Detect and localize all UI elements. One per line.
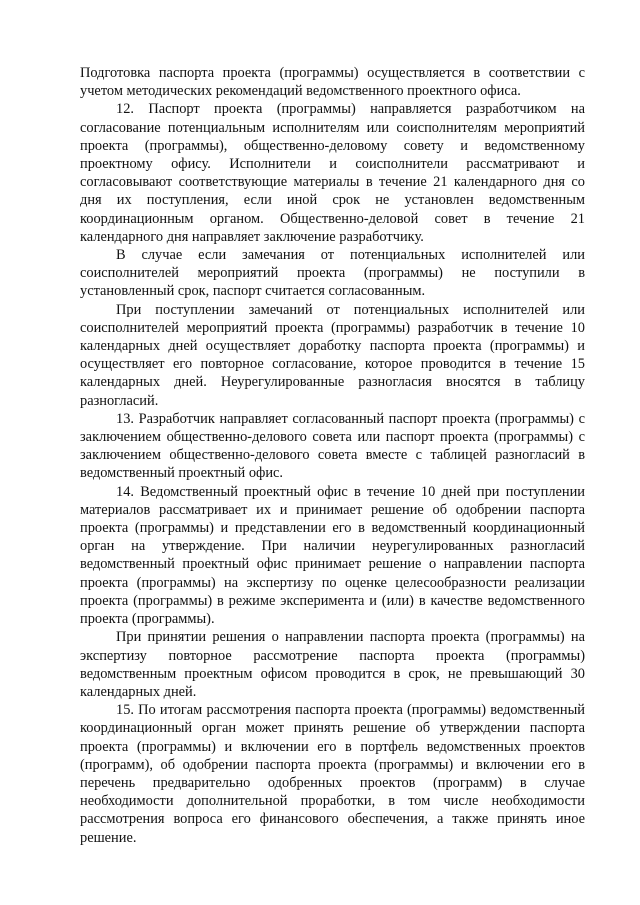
paragraph-passport-preparation: Подготовка паспорта проекта (программы) осуществляется в соответствии с учетом методических рекомендаций ведомственного проектного офиса. (80, 65, 585, 100)
paragraph-remarks-received: При поступлении замечаний от потенциальных исполнителей или соисполнителей мероприятий проекта (программы) разработчик в течение 10 календарных дней осуществляет доработку паспорта проекта (программы) и осуществляет его повторное согласование, которое проводится в течение 15 календарных дней. Неурегулированные разногласия вносятся в таблицу разногласий. (80, 301, 585, 409)
paragraph-expertise-review: При принятии решения о направлении паспорта проекта (программы) на экспертизу повторное рассмотрение паспорта проекта (программы) ведомственным проектным офисом проводится в срок, не превышающий 30 календарных дней. (80, 629, 585, 700)
document-body (80, 64, 585, 847)
paragraph-item-14: 14. Ведомственный проектный офис в течение 10 дней при поступлении материалов рассматривает их и принимает решение об одобрении паспорта проекта (программы) и представлении его в ведомственный координационный орган на утверждение. При наличии неурегулированных разногласий ведомственный проектный офис принимает решение о направлении паспорта проекта (программы) на экспертизу по оценке целесообразности реализации проекта (программы) в режиме эксперимента и (или) в качестве ведомственного проекта (программы). (80, 483, 585, 628)
paragraph-item-13: 13. Разработчик направляет согласованный паспорт проекта (программы) с заключением общественно-делового совета или паспорт проекта (программы) с заключением общественно-делового совета вместе с таблицей разногласий в ведомственный проектный офис. (80, 410, 585, 482)
paragraph-item-15: 15. По итогам рассмотрения паспорта проекта (программы) ведомственный координационный орган может принять решение об утверждении паспорта проекта (программы) и включении его в портфель ведомственных проектов (программ), об одобрении паспорта проекта (программы) и включении его в перечень предварительно одобренных проектов (программ) в случае необходимости дополнительной проработки, в том числе необходимости рассмотрения вопроса его финансового обеспечения, а также принять иное решение. (80, 702, 585, 846)
paragraph-no-remarks: В случае если замечания от потенциальных исполнителей или соисполнителей мероприятий проекта (программы) не поступили в установленный срок, паспорт считается согласованным. (80, 247, 585, 300)
paragraph-item-12: 12. Паспорт проекта (программы) направляется разработчиком на согласование потенциальным исполнителям или соисполнителям мероприятий проекта (программы), общественно-деловому совету и ведомственному проектному офису. Исполнители и соисполнители рассматривают и согласовывают соответствующие материалы в течение 21 календарного дня со дня их поступления, если иной срок не установлен ведомственным координационным органом. Общественно-деловой совет в течение 21 календарного дня направляет заключение разработчику. (80, 101, 585, 245)
